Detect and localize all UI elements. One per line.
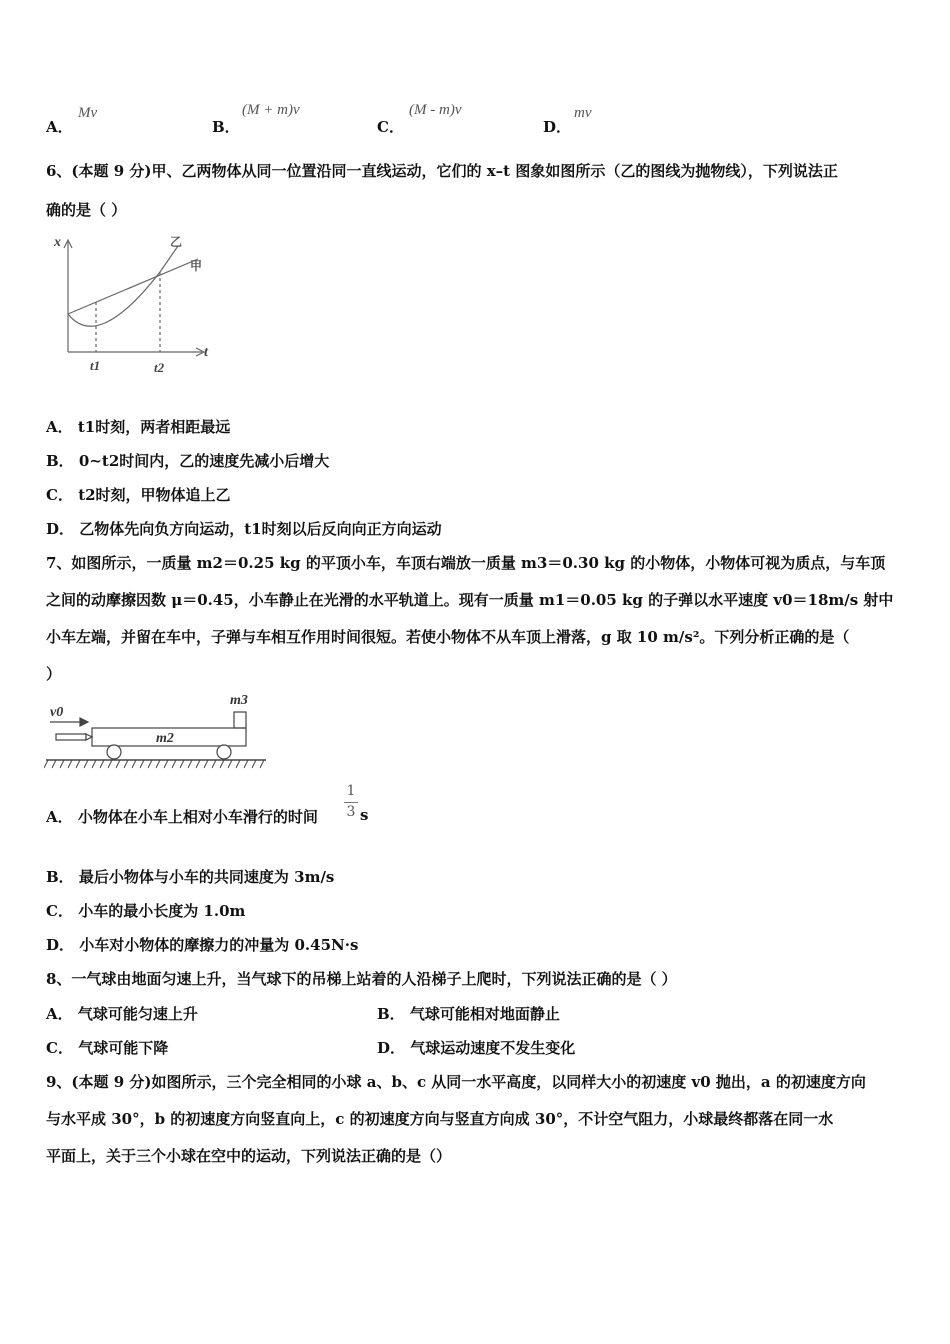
- q7-stem-line4: ）: [46, 665, 62, 683]
- q7-cart-figure: [44, 688, 270, 774]
- fraction-numerator: 1: [346, 783, 356, 799]
- q8-stem: 8、一气球由地面匀速上升，当气球下的吊梯上站着的人沿梯子上爬时，下列说法正确的是（ ）: [46, 970, 677, 988]
- q7-option-b-text: 最后小物体与小车的共同速度为 3m/s: [78, 868, 335, 886]
- figure-label-m2: m2: [156, 731, 174, 746]
- q8-option-d-letter: D．: [377, 1039, 406, 1057]
- q7-option-b: [46, 866, 334, 887]
- figure-ground-hatching: [44, 760, 264, 768]
- q9-stem-line1: 9、(本题 9 分)如图所示，三个完全相同的小球 a、b、c 从同一水平高度，以同样大小的初速度 v0 抛出，a 的初速度方向: [46, 1073, 866, 1091]
- figure-v0-arrowhead: [80, 718, 88, 726]
- q8-option-c-letter: C．: [46, 1039, 73, 1057]
- graph-label-t: t: [204, 345, 208, 360]
- q6-option-b-letter: B．: [46, 452, 74, 470]
- q7-option-a: [46, 806, 318, 827]
- q8-option-d: [377, 1037, 575, 1058]
- q8-option-c-text: 气球可能下降: [78, 1039, 169, 1057]
- q7-option-d-text: 小车对小物体的摩擦力的冲量为 0.45N·s: [79, 936, 359, 954]
- graph-curve-yi: [68, 246, 178, 326]
- q7-option-a-fraction: [344, 782, 358, 821]
- figure-bullet-tip: [86, 734, 92, 740]
- q6-option-d: [46, 518, 442, 539]
- q6-option-c-letter: C．: [46, 486, 73, 504]
- figure-label-m3: m3: [230, 693, 248, 708]
- q8-option-b: [377, 1003, 560, 1024]
- q5-option-a-letter: A．: [46, 118, 73, 136]
- q7-stem-line1: 7、如图所示，一质量 m2＝0.25 kg 的平顶小车，车顶右端放一质量 m3＝0.30 kg 的小物体，小物体可视为质点，与车顶: [46, 554, 886, 572]
- q9-stem-line2: 与水平成 30°，b 的初速度方向竖直向上，c 的初速度方向与竖直方向成 30°，不计空气阻力，小球最终都落在同一水: [46, 1110, 834, 1128]
- q6-option-d-letter: D．: [46, 520, 75, 538]
- q7-stem-line2: 之间的动摩擦因数 μ＝0.45，小车静止在光滑的水平轨道上。现有一质量 m1＝0.05 kg 的子弹以水平速度 v0＝18m/s 射中: [46, 591, 894, 609]
- q7-option-d-letter: D．: [46, 936, 75, 954]
- q7-option-c: [46, 900, 245, 921]
- q7-option-a-text: 小物体在小车上相对小车滑行的时间: [77, 808, 318, 826]
- q7-stem-line3: 小车左端，并留在车中，子弹与车相互作用时间很短。若使小物体不从车顶上滑落，g 取 10 m/s²。下列分析正确的是（: [46, 628, 850, 646]
- q5-option-a-formula: Mv: [78, 105, 98, 121]
- q6-stem-line1: 6、(本题 9 分)甲、乙两物体从同一位置沿同一直线运动，它们的 x–t 图象如图所示（乙的图线为抛物线），下列说法正: [46, 162, 838, 180]
- q6-option-a-letter: A．: [46, 418, 73, 436]
- graph-label-x: x: [54, 235, 61, 250]
- q5-option-d-formula: mv: [574, 105, 592, 121]
- q5-option-c-formula: (M - m)v: [409, 102, 462, 118]
- q9-stem-line3: 平面上，关于三个小球在空中的运动，下列说法正确的是（）: [46, 1147, 452, 1165]
- q5-option-c-letter: C．: [377, 118, 404, 136]
- q6-option-a: [46, 416, 230, 437]
- q6-option-d-text: 乙物体先向负方向运动，t1时刻以后反向向正方向运动: [79, 520, 442, 538]
- q8-option-d-text: 气球运动速度不发生变化: [410, 1039, 576, 1057]
- figure-label-v0: v0: [50, 705, 64, 720]
- q8-option-c: [46, 1037, 168, 1058]
- q6-option-a-text: t1时刻，两者相距最远: [77, 418, 231, 436]
- q6-option-c: [46, 484, 231, 505]
- figure-bullet: [56, 734, 86, 740]
- figure-wheel-left: [107, 745, 121, 759]
- q7-option-a-letter: A．: [46, 808, 73, 826]
- graph-line-jia: [68, 259, 198, 314]
- q7-option-c-letter: C．: [46, 902, 73, 920]
- graph-label-t2: t2: [154, 360, 165, 375]
- q8-option-a-letter: A．: [46, 1005, 73, 1023]
- graph-label-jia: 甲: [190, 259, 203, 273]
- figure-block-m3: [234, 712, 246, 728]
- q6-option-c-text: t2时刻，甲物体追上乙: [78, 486, 231, 504]
- q8-option-a-text: 气球可能匀速上升: [77, 1005, 198, 1023]
- q8-option-b-text: 气球可能相对地面静止: [409, 1005, 560, 1023]
- graph-label-t1: t1: [90, 358, 101, 373]
- q7-option-d: [46, 934, 358, 955]
- q7-option-c-text: 小车的最小长度为 1.0m: [78, 902, 246, 920]
- figure-wheel-right: [217, 745, 231, 759]
- q6-option-b-text: 0~t2时间内，乙的速度先减小后增大: [78, 452, 330, 470]
- q8-option-a: [46, 1003, 198, 1024]
- q6-xt-graph: [50, 232, 220, 377]
- q8-option-b-letter: B．: [377, 1005, 405, 1023]
- q5-option-b-letter: B．: [212, 118, 240, 136]
- q6-stem-line2: 确的是（ ）: [46, 201, 127, 219]
- fraction-denominator: 3: [344, 802, 358, 821]
- q5-option-d-letter: D．: [543, 118, 572, 136]
- q5-option-b-formula: (M + m)v: [242, 102, 300, 118]
- q7-option-b-letter: B．: [46, 868, 74, 886]
- q7-option-a-unit: s: [360, 806, 369, 824]
- q6-option-b: [46, 450, 329, 471]
- graph-label-yi: 乙: [170, 235, 183, 249]
